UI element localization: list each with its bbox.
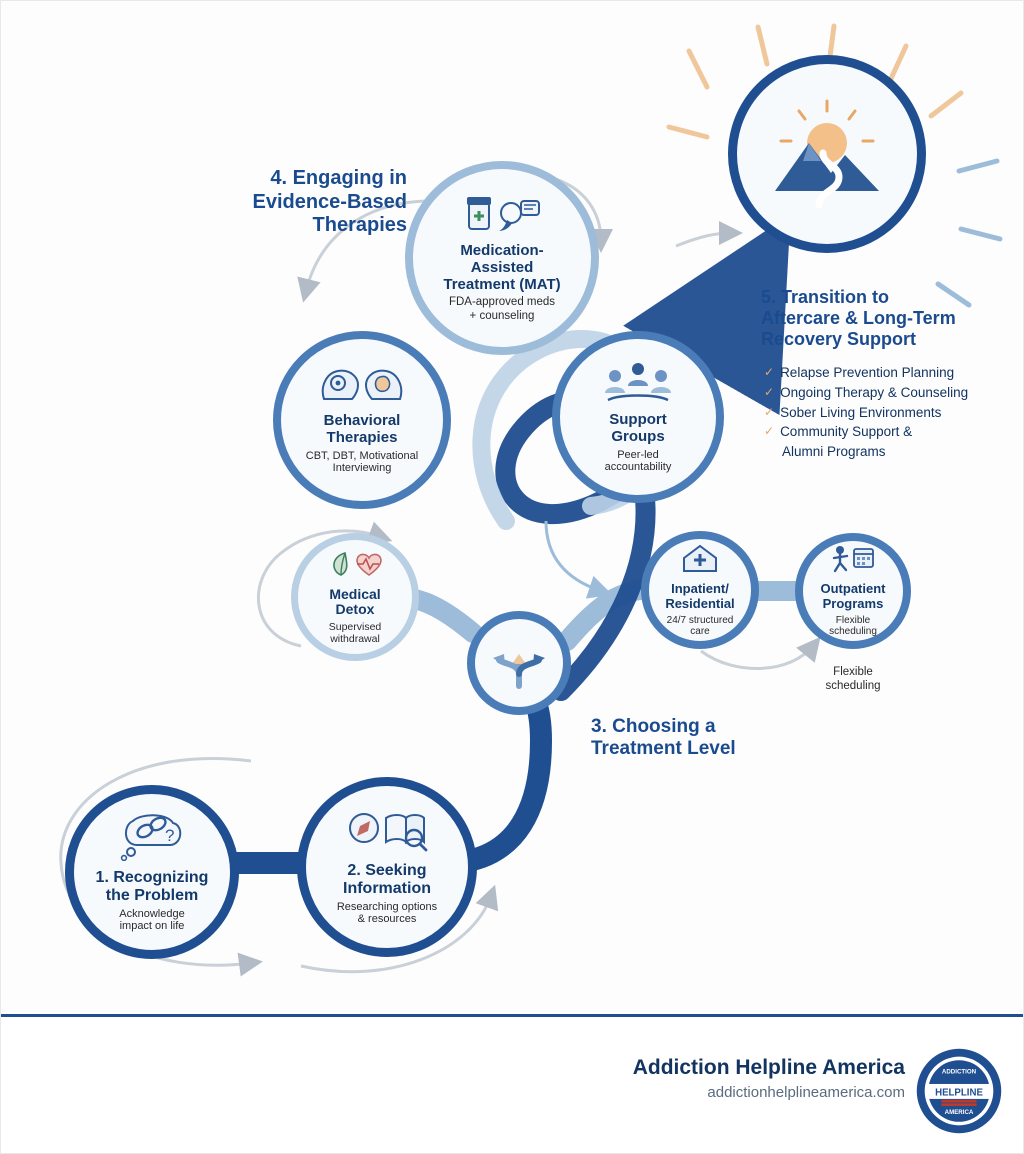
step1-title-line2: the Problem	[105, 886, 199, 904]
aftercare-list	[764, 364, 1014, 463]
check-circle-icon: ✓	[764, 424, 775, 439]
node-medication-assisted-treatment[interactable]	[405, 161, 599, 355]
group-of-people-icon	[600, 360, 676, 408]
heading-step-5	[761, 287, 1011, 351]
heading5-line3: Recovery Support	[761, 329, 917, 350]
footer-branding	[633, 1056, 905, 1101]
node-seeking-information[interactable]	[297, 777, 477, 957]
outpatient-floating-note	[795, 666, 911, 694]
logo-helpline-text: HELPLINE	[935, 1087, 983, 1099]
mat-title-line2: Assisted	[470, 258, 534, 276]
sunrise-mountain-path-icon	[767, 99, 887, 209]
pill-bottle-speech-bubble-icon	[461, 193, 543, 239]
node-treatment-crossroads[interactable]	[467, 611, 571, 715]
heading4-line2: Evidence-Based	[252, 190, 407, 213]
step2-sub-line2: & resources	[357, 913, 417, 926]
list-item	[764, 423, 1014, 441]
support-title-line2: Groups	[611, 427, 665, 445]
inpatient-sub-line2: care	[690, 626, 710, 638]
mat-sub-line2: + counseling	[469, 309, 535, 322]
logo-america-text: AMERICA	[944, 1108, 974, 1116]
node-medical-detox[interactable]	[291, 533, 419, 661]
mat-sub-line1: FDA-approved meds	[448, 296, 556, 309]
detox-sub-line1: Supervised	[328, 621, 382, 634]
node-inpatient-residential[interactable]	[641, 531, 759, 649]
support-sub-line1: Peer-led	[617, 448, 659, 461]
list-item	[764, 384, 1014, 402]
house-medical-cross-icon	[680, 542, 720, 578]
outpatient-sub-line2: scheduling	[829, 626, 877, 638]
mat-title-line1: Medication-	[460, 242, 544, 260]
aftercare-item-2: Sober Living Environments	[780, 404, 942, 420]
behavioral-sub-line1: CBT, DBT, Motivational	[305, 449, 419, 462]
footer-divider	[1, 1014, 1024, 1017]
addiction-helpline-america-logo[interactable]	[915, 1047, 1003, 1135]
heading5-line2: Aftercare & Long-Term	[761, 308, 956, 329]
step1-sub-line1: Acknowledge	[119, 907, 185, 920]
check-circle-icon: ✓	[764, 365, 775, 379]
support-title-line1: Support	[609, 411, 667, 429]
behavioral-title-line1: Behavioral	[323, 412, 401, 430]
step2-sub-line1: Researching options	[336, 900, 438, 913]
outpatient-sub-line1: Flexible	[835, 614, 871, 626]
inpatient-title-line1: Inpatient/	[671, 581, 729, 597]
note-line1: Flexible	[833, 666, 873, 678]
aftercare-item-0: Relapse Prevention Planning	[780, 365, 955, 380]
list-item	[764, 364, 1014, 382]
node-outpatient-programs[interactable]	[795, 533, 911, 649]
aftercare-item-3: Community Support &	[780, 424, 913, 440]
three-way-arrows-icon	[487, 634, 551, 692]
heading-step-4	[197, 167, 407, 238]
aftercare-item-4: Alumni Programs	[782, 444, 886, 460]
outpatient-title-line2: Programs	[822, 596, 884, 611]
detox-sub-line2: withdrawal	[330, 633, 380, 646]
step1-title-line1: 1. Recognizing	[95, 868, 209, 886]
inpatient-title-line2: Residential	[665, 596, 735, 611]
leaf-heartbeat-icon	[325, 549, 385, 583]
heading5-line1: 5. Transition to	[761, 287, 890, 307]
heading4-line1: 4. Engaging in	[270, 167, 407, 189]
logo-addiction-text: ADDICTION	[941, 1068, 977, 1076]
node-recognizing-the-problem[interactable]	[65, 785, 239, 959]
behavioral-sub-line2: Interviewing	[332, 462, 392, 475]
footer-website-url[interactable]: addictionhelplineamerica.com	[707, 1084, 905, 1101]
list-item	[764, 404, 1014, 422]
inpatient-sub-line1: 24/7 structured	[666, 614, 734, 626]
node-support-groups[interactable]	[552, 331, 724, 503]
two-heads-gears-brain-icon	[318, 365, 406, 409]
node-goal-recovery[interactable]	[728, 55, 926, 253]
step2-title-line1: 2. Seeking	[347, 861, 427, 879]
support-sub-line2: accountability	[604, 461, 672, 474]
check-circle-icon: ✓	[764, 384, 775, 399]
node-behavioral-therapies[interactable]	[273, 331, 451, 509]
list-item	[764, 443, 1014, 461]
detox-title-line2: Detox	[335, 601, 375, 618]
note-line2: scheduling	[825, 679, 881, 692]
detox-title-line1: Medical	[329, 585, 381, 602]
footer-brand-name: Addiction Helpline America	[632, 1056, 905, 1079]
mat-title-line3: Treatment (MAT)	[443, 275, 561, 293]
check-circle-icon: ✓	[764, 404, 775, 419]
thought-bubble-broken-chain-icon	[115, 811, 189, 865]
svg-text:?: ?	[165, 825, 175, 845]
heading-step-3	[591, 716, 831, 761]
person-walking-calendar-icon	[830, 544, 876, 578]
behavioral-title-line2: Therapies	[326, 428, 398, 446]
aftercare-item-1: Ongoing Therapy & Counseling	[780, 384, 969, 400]
heading4-line3: Therapies	[312, 214, 407, 237]
step2-title-line2: Information	[343, 879, 431, 897]
heading3-line1: 3. Choosing a	[591, 716, 716, 737]
compass-book-magnifier-icon	[344, 808, 430, 858]
outpatient-title-line1: Outpatient	[820, 581, 886, 597]
step1-sub-line2: impact on life	[119, 920, 185, 933]
heading3-line2: Treatment Level	[591, 738, 736, 760]
